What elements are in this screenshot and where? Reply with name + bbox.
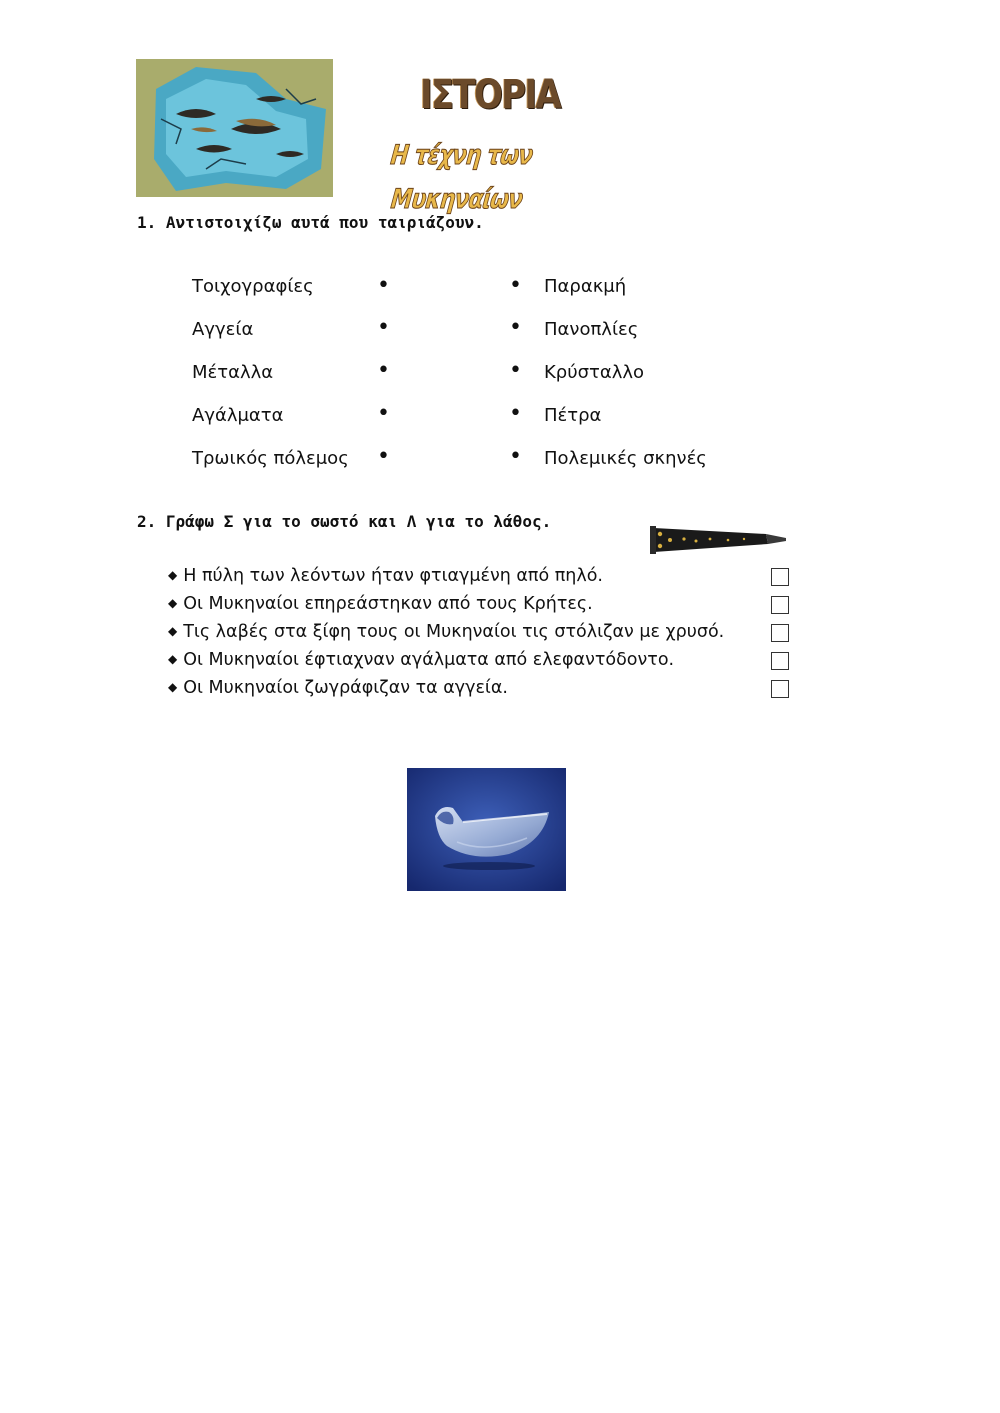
match-left-item: Τρωικός πόλεμος bbox=[192, 448, 349, 469]
statement-text: Οι Μυκηναίοι επηρεάστηκαν από τους Κρήτες. bbox=[183, 594, 593, 614]
match-dot-right[interactable]: • bbox=[509, 444, 522, 469]
answer-checkbox[interactable] bbox=[771, 680, 789, 698]
page-subtitle: Η τέχνη των Μυκηναίων bbox=[389, 140, 535, 215]
diamond-bullet-icon: ◆ bbox=[168, 652, 178, 666]
answer-checkbox[interactable] bbox=[771, 652, 789, 670]
match-left-item: Αγγεία bbox=[192, 319, 254, 340]
match-right-item: Πολεμικές σκηνές bbox=[544, 448, 707, 469]
match-dot-left[interactable]: • bbox=[377, 273, 390, 298]
diamond-bullet-icon: ◆ bbox=[168, 596, 178, 610]
diamond-bullet-icon: ◆ bbox=[168, 624, 178, 638]
statement-text: Οι Μυκηναίοι ζωγράφιζαν τα αγγεία. bbox=[183, 678, 508, 698]
match-right-item: Παρακμή bbox=[544, 276, 627, 297]
exercise1-prompt: 1. Αντιστοιχίζω αυτά που ταιριάζουν. bbox=[137, 213, 484, 232]
statement-text: Η πύλη των λεόντων ήταν φτιαγμένη από πηλό. bbox=[183, 566, 603, 586]
statement-text: Τις λαβές στα ξίφη τους οι Μυκηναίοι τις στόλιζαν με χρυσό. bbox=[183, 622, 725, 642]
match-right-item: Πανοπλίες bbox=[544, 319, 639, 340]
match-left-item: Τοιχογραφίες bbox=[192, 276, 314, 297]
diamond-bullet-icon: ◆ bbox=[168, 568, 178, 582]
match-right-item: Πέτρα bbox=[544, 405, 602, 426]
exercise2-prompt: 2. Γράφω Σ για το σωστό και Λ για το λάθος. bbox=[137, 512, 552, 531]
dagger-image bbox=[636, 484, 792, 602]
match-dot-right[interactable]: • bbox=[509, 401, 522, 426]
answer-checkbox[interactable] bbox=[771, 568, 789, 586]
fresco-image bbox=[136, 59, 333, 197]
match-dot-right[interactable]: • bbox=[509, 358, 522, 383]
match-dot-right[interactable]: • bbox=[509, 273, 522, 298]
statement-row bbox=[168, 566, 603, 586]
statement-row bbox=[168, 650, 674, 670]
match-left-item: Αγάλματα bbox=[192, 405, 284, 426]
statement-row bbox=[168, 594, 593, 614]
match-dot-right[interactable]: • bbox=[509, 315, 522, 340]
crystal-vessel-image bbox=[407, 768, 566, 891]
match-left-item: Μέταλλα bbox=[192, 362, 274, 383]
match-dot-left[interactable]: • bbox=[377, 401, 390, 426]
match-right-item: Κρύσταλλο bbox=[544, 362, 645, 383]
match-dot-left[interactable]: • bbox=[377, 358, 390, 383]
answer-checkbox[interactable] bbox=[771, 596, 789, 614]
match-dot-left[interactable]: • bbox=[377, 444, 390, 469]
page-title: ΙΣΤΟΡΙΑ bbox=[420, 72, 560, 118]
statement-text: Οι Μυκηναίοι έφτιαχναν αγάλματα από ελεφαντόδοντο. bbox=[183, 650, 675, 670]
answer-checkbox[interactable] bbox=[771, 624, 789, 642]
statement-row bbox=[168, 622, 724, 642]
match-dot-left[interactable]: • bbox=[377, 315, 390, 340]
statement-row bbox=[168, 678, 508, 698]
diamond-bullet-icon: ◆ bbox=[168, 680, 178, 694]
